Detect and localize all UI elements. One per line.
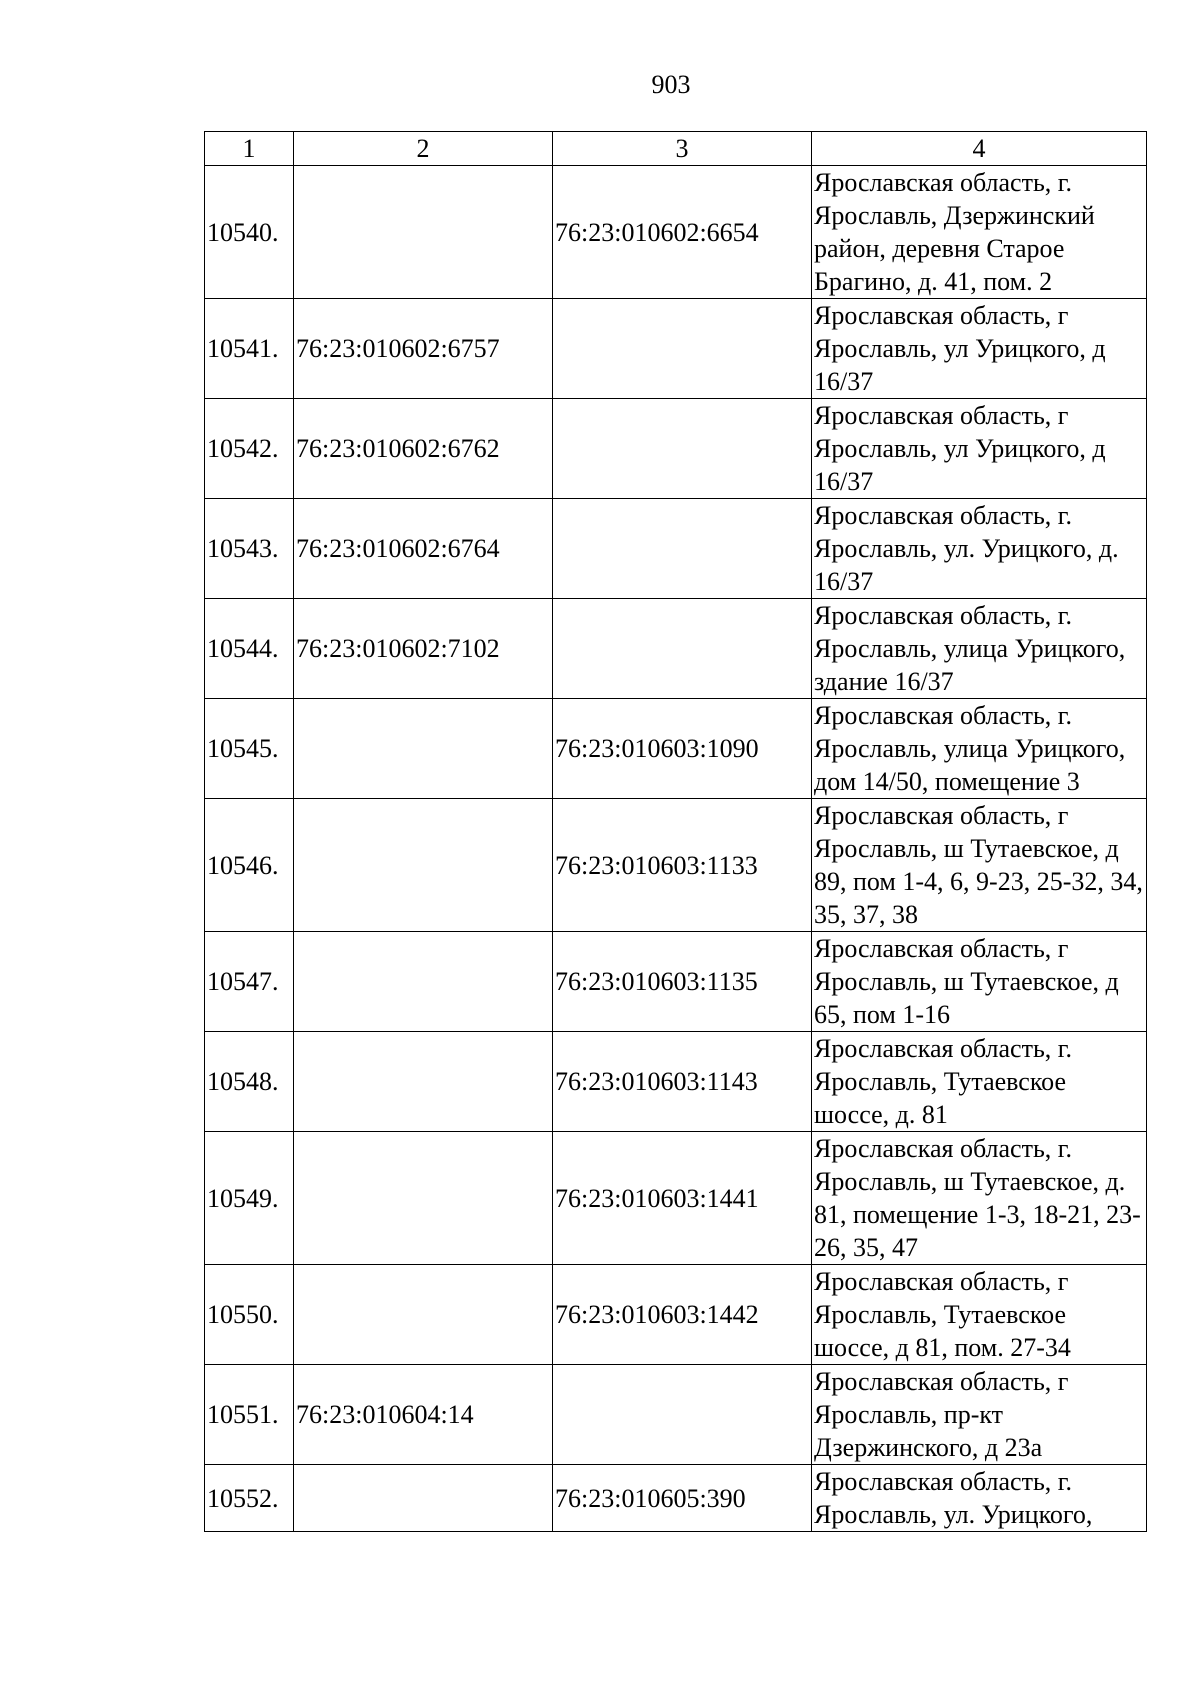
- address-cell: Ярославская область, г Ярославль, Тутаевское шоссе, д 81, пом. 27-34: [812, 1265, 1147, 1365]
- row-number: 10548.: [205, 1032, 294, 1132]
- table-row: [205, 499, 1147, 599]
- row-number: 10552.: [205, 1465, 294, 1532]
- cadastral-number-col2: 76:23:010602:6764: [294, 499, 553, 599]
- address-cell: Ярославская область, г. Ярославль, улица Урицкого, дом 14/50, помещение 3: [812, 699, 1147, 799]
- cadastral-number-col3: [553, 599, 812, 699]
- table-row: [205, 599, 1147, 699]
- address-cell: Ярославская область, г. Ярославль, улица Урицкого, здание 16/37: [812, 599, 1147, 699]
- table-row: [205, 699, 1147, 799]
- cadastral-number-col2: 76:23:010602:6757: [294, 299, 553, 399]
- cadastral-number-col3: [553, 1365, 812, 1465]
- row-number: 10550.: [205, 1265, 294, 1365]
- address-cell: Ярославская область, г. Ярославль, ш Тутаевское, д. 81, помещение 1-3, 18-21, 23-26, 35, 47: [812, 1132, 1147, 1265]
- header-col-3: 3: [553, 132, 812, 166]
- cadastral-number-col2: [294, 1132, 553, 1265]
- table-row: [205, 1265, 1147, 1365]
- address-cell: Ярославская область, г Ярославль, ул Урицкого, д 16/37: [812, 399, 1147, 499]
- row-number: 10549.: [205, 1132, 294, 1265]
- row-number: 10547.: [205, 932, 294, 1032]
- cadastral-number-col2: [294, 699, 553, 799]
- table-row: [205, 799, 1147, 932]
- row-number: 10542.: [205, 399, 294, 499]
- cadastral-number-col2: [294, 1265, 553, 1365]
- cadastral-number-col2: [294, 932, 553, 1032]
- table-header-row: [205, 132, 1147, 166]
- table-row: [205, 399, 1147, 499]
- cadastral-number-col3: [553, 399, 812, 499]
- register-table: [204, 131, 1147, 1532]
- row-number: 10551.: [205, 1365, 294, 1465]
- address-cell: Ярославская область, г Ярославль, ш Тутаевское, д 89, пом 1-4, 6, 9-23, 25-32, 34, 35, 37, 38: [812, 799, 1147, 932]
- cadastral-number-col2: 76:23:010604:14: [294, 1365, 553, 1465]
- address-cell: Ярославская область, г Ярославль, ш Тутаевское, д 65, пом 1-16: [812, 932, 1147, 1032]
- table-row: [205, 1132, 1147, 1265]
- cadastral-number-col2: [294, 1032, 553, 1132]
- cadastral-number-col3: 76:23:010605:390: [553, 1465, 812, 1532]
- cadastral-number-col3: [553, 299, 812, 399]
- address-cell: Ярославская область, г. Ярославль, ул. Урицкого, д. 16/37: [812, 499, 1147, 599]
- cadastral-number-col2: [294, 1465, 553, 1532]
- table-row: [205, 299, 1147, 399]
- address-cell: Ярославская область, г. Ярославль, Дзержинский район, деревня Старое Брагино, д. 41, пом. 2: [812, 166, 1147, 299]
- cadastral-number-col3: 76:23:010603:1441: [553, 1132, 812, 1265]
- table-row: [205, 932, 1147, 1032]
- cadastral-number-col3: 76:23:010603:1135: [553, 932, 812, 1032]
- header-col-1: 1: [205, 132, 294, 166]
- table-row: [205, 1032, 1147, 1132]
- row-number: 10543.: [205, 499, 294, 599]
- cadastral-number-col3: 76:23:010603:1143: [553, 1032, 812, 1132]
- table-row: [205, 1365, 1147, 1465]
- address-cell: Ярославская область, г. Ярославль, ул. Урицкого,: [812, 1465, 1147, 1532]
- cadastral-number-col3: 76:23:010603:1090: [553, 699, 812, 799]
- cadastral-number-col2: 76:23:010602:6762: [294, 399, 553, 499]
- address-cell: Ярославская область, г Ярославль, ул Урицкого, д 16/37: [812, 299, 1147, 399]
- cadastral-number-col2: [294, 799, 553, 932]
- row-number: 10541.: [205, 299, 294, 399]
- page-number: 903: [651, 70, 691, 99]
- table-row: [205, 1465, 1147, 1532]
- cadastral-number-col3: 76:23:010603:1133: [553, 799, 812, 932]
- table-body: [205, 166, 1147, 1532]
- header-col-4: 4: [812, 132, 1147, 166]
- address-cell: Ярославская область, г Ярославль, пр-кт Дзержинского, д 23а: [812, 1365, 1147, 1465]
- row-number: 10544.: [205, 599, 294, 699]
- cadastral-number-col2: [294, 166, 553, 299]
- cadastral-number-col2: 76:23:010602:7102: [294, 599, 553, 699]
- row-number: 10546.: [205, 799, 294, 932]
- cadastral-number-col3: 76:23:010602:6654: [553, 166, 812, 299]
- address-cell: Ярославская область, г. Ярославль, Тутаевское шоссе, д. 81: [812, 1032, 1147, 1132]
- cadastral-number-col3: [553, 499, 812, 599]
- row-number: 10545.: [205, 699, 294, 799]
- table-row: [205, 166, 1147, 299]
- cadastral-number-col3: 76:23:010603:1442: [553, 1265, 812, 1365]
- row-number: 10540.: [205, 166, 294, 299]
- header-col-2: 2: [294, 132, 553, 166]
